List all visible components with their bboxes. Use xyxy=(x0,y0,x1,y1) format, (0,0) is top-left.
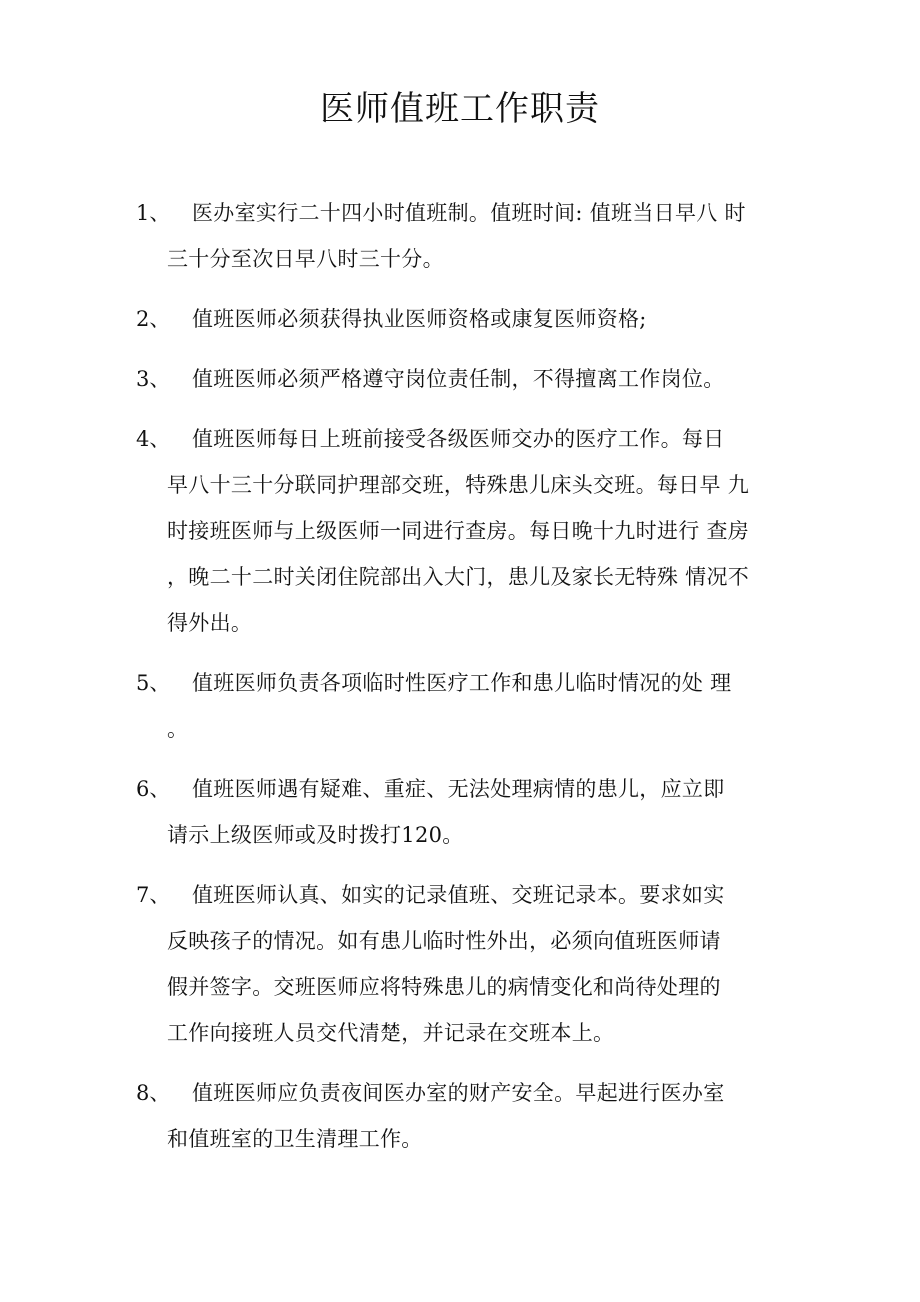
item-number: 4、 xyxy=(136,427,171,451)
item-line: 值班医师认真、如实的记录值班、交班记录本。要求如实 xyxy=(192,883,725,907)
item-line: 值班医师必须严格遵守岗位责任制，不得擅离工作岗位。 xyxy=(192,367,725,391)
item-line: 假并签字。交班医师应将特殊患儿的病情变化和尚待处理的 xyxy=(167,975,721,999)
item-line: 反映孩子的情况。如有患儿临时性外出，必须向值班医师请 xyxy=(167,929,721,953)
item-text xyxy=(167,356,807,402)
item-line: 工作向接班人员交代清楚，并记录在交班本上。 xyxy=(167,1021,615,1045)
item-line: 值班医师遇有疑难、重症、无法处理病情的患儿，应立即 xyxy=(192,777,725,801)
item-line: 得外出。 xyxy=(167,611,253,635)
item-line: ，晚二十二时关闭住院部出入大门，患儿及家长无特殊 情况不 xyxy=(167,565,750,589)
item-text xyxy=(167,660,807,752)
item-line: 值班医师每日上班前接受各级医师交办的医疗工作。每日 xyxy=(192,427,725,451)
list-item xyxy=(0,296,920,342)
item-number: 3、 xyxy=(136,367,171,391)
item-line: 值班医师必须获得执业医师资格或康复医师资格; xyxy=(192,307,647,331)
item-text xyxy=(167,190,807,282)
list-item xyxy=(0,1070,920,1162)
item-line: 值班医师负责各项临时性医疗工作和患儿临时情况的处 理 xyxy=(192,671,732,695)
list-item xyxy=(0,356,920,402)
item-line: 值班医师应负责夜间医办室的财产安全。早起进行医办室 xyxy=(192,1081,725,1105)
list-item xyxy=(0,766,920,858)
item-text xyxy=(167,872,807,1056)
item-text xyxy=(167,1070,807,1162)
item-number: 8、 xyxy=(136,1081,171,1105)
list-item xyxy=(0,660,920,752)
item-text xyxy=(167,416,807,646)
item-line: 请示上级医师或及时拨打120。 xyxy=(167,823,464,847)
item-line: 三十分至次日早八时三十分。 xyxy=(167,247,444,271)
item-line: 。 xyxy=(167,717,189,741)
item-number: 5、 xyxy=(136,671,171,695)
list-item xyxy=(0,872,920,1056)
item-number: 2、 xyxy=(136,307,171,331)
item-number: 6、 xyxy=(136,777,171,801)
item-line: 早八十三十分联同护理部交班，特殊患儿床头交班。每日早 九 xyxy=(167,473,750,497)
item-number: 1、 xyxy=(136,201,171,225)
list-item xyxy=(0,416,920,646)
item-line: 时接班医师与上级医师一同进行查房。每日晚十九时进行 查房 xyxy=(167,519,750,543)
item-text xyxy=(167,766,807,858)
item-line: 医办室实行二十四小时值班制。值班时间: 值班当日早八 时 xyxy=(192,201,746,225)
item-number: 7、 xyxy=(136,883,171,907)
item-text xyxy=(167,296,807,342)
duty-list xyxy=(0,190,920,1176)
item-line: 和值班室的卫生清理工作。 xyxy=(167,1127,423,1151)
page-title: 医师值班工作职责 xyxy=(320,89,600,129)
list-item xyxy=(0,190,920,282)
